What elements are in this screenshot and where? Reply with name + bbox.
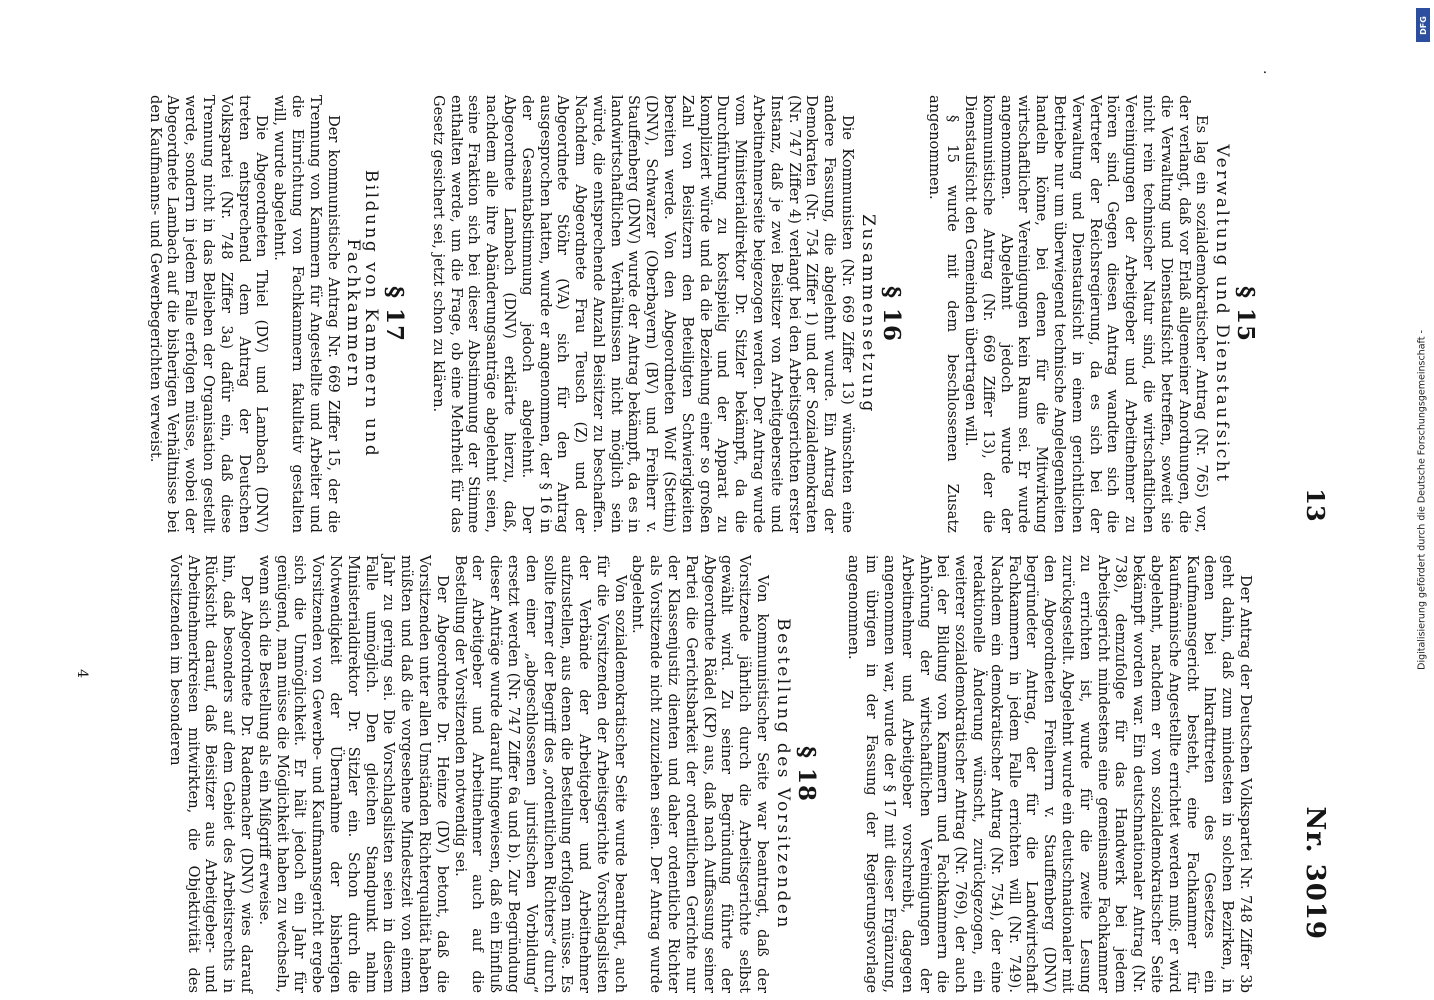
section-17-paragraph: Die Abgeordneten Thiel (DV) und Lambach (DNV) treten entsprechend dem Antrag der Deutschen Volkspartei (Nr. 748 Ziffer 3a) dafür ein, daß diese Trennung nicht in das Belieben der Organisation gestellt werde, sondern in jedem Falle erfolgen müsse, wobei der Abgeordnete Lambach auf die bisherigen Verhältnisse bei den Kaufmanns- und Gewerbegerichten verweist. [146,95,271,533]
document-number: Nr. 3019 [1300,806,1330,940]
dfg-logo: DFG [1416,8,1430,42]
section-16-number: § 16 [877,285,905,343]
section-18-paragraph: Der Abgeordnete Dr. Rademacher (DNV) wies darauf hin, daß besonders auf dem Gebiet des Arbeitsrechts in Rücksicht darauf, daß Beisitzer aus Arbeitgeber- und Arbeitnehmerkreisen mitwirkten, die Objektivität des Vorsitzenden im besonderen [166,555,255,993]
signature-mark: 4 [74,669,90,678]
section-16-title: Zusammensetzung [857,214,878,414]
section-18-paragraph: Der Abgeordnete Dr. Heinze (DV) betont, daß die Vorsitzenden unter allen Umständen Richterqualität haben müßten und daß die vorgesehene Mindestzeit von einem Jahr zu gering sei. Die Vorschlagslisten seien in diesem Falle unmöglich. Den gleichen Standpunkt nahm Ministerialdirektor Dr. Sitzler ein. Schon durch die Notwendigkeit der Übernahme der bisherigen Vorsitzenden von Gewerbe- und Kaufmannsgericht ergebe sich die Unmöglichkeit. Er hält jedoch ein Jahr für genügend, man müsse die Möglichkeit haben zu wechseln, wenn sich die Bestellung als ein Mißgriff erweise. [255,555,451,993]
section-15-title: Verwaltung und Dienstaufsicht [1212,144,1233,484]
right-column [166,555,1288,993]
page-number: 13 [1301,488,1330,522]
left-column [146,95,1288,533]
section-15-paragraph: § 15 wurde mit dem beschlossenen Zusatz angenommen. [926,95,962,533]
digitization-credit-text: Digitalisierung gefördert durch die Deutsche Forschungsgemeinschaft - [1416,330,1428,670]
section-17-paragraph: Der kommunistische Antrag Nr. 669 Ziffer 15, der die Trennung von Kammern für Angestellte und Arbeiter und die Einrichtung von Fachkammern fakultativ gestalten will, wurde abgelehnt. [271,95,342,533]
section-18-paragraph: Von kommunistischer Seite war beantragt, daß der Vorsitzende jährlich durch die Arbeitsgerichte selbst gewählt wird. Zu seiner Begründung führte der Abgeordnete Rädel (KP) aus, daß nach Auffassung seiner Partei die Gerichtsbarkeit der ordentlichen Gerichte nur der Klassenjustiz dienten und daher ordentliche Richter als Vorsitzende nicht zuzuziehen seien. Der Antrag wurde abgelehnt. [629,555,772,993]
section-17-title: Bildung von Kammern und Fachkammern [343,169,382,459]
scan-speck: · [1256,70,1272,75]
section-16-paragraph: Die Kommunisten (Nr. 669 Ziffer 13) wünschten eine andere Fassung, die abgelehnt wurde. Ein Antrag der Demokraten (Nr. 754 Ziffer 1) und der Sozialdemokraten (Nr. 747 Ziffer 4) verlangt bei den Arbeitsgerichten erster Instanz, daß je zwei Beisitzer von Arbeitgeberseite und Arbeitnehmerseite beigezogen werden. Der Antrag wurde vom Ministerialdirektor Dr. Sitzler bekämpft, da die Durchführung zu kostspielig und der Apparat zu kompliziert würde und da die Beziehung einer so großen Zahl von Beisitzern den Beteiligten Schwierigkeiten bereiten werde. Von den Abgeordneten Wolf (Stettin) (DNV), Schwarzer (Oberbayern) (BV) und Freiherr v. Stauffenberg (DNV) wurde der Antrag bekämpft, da es in landwirtschaftlichen Verhältnissen nicht möglich sein würde, die entsprechende Anzahl Beisitzer zu beschaffen. Nachdem Abgeordnete Frau Teusch (Z) und der Abgeordnete Stöhr (VA) sich für den Antrag ausgesprochen hatten, wurde er angenommen, der § 16 in der Gesamtabstimmung jedoch abgelehnt. Der Abgeordnete Lambach (DNV) erklärte hierzu, daß, nachdem alle ihre Abänderungsanträge abgelehnt seien, seine Fraktion sich bei dieser Abstimmung der Stimme enthalten werde, um die Frage, ob eine Mehrheit für das Gesetz gesichert sei, jetzt schon zu klären. [429,95,857,533]
section-18-number: § 18 [792,745,820,803]
section-17-number: § 17 [380,285,408,343]
section-17-continuation-paragraph: Der Antrag der Deutschen Volkspartei Nr. 748 Ziffer 3b geht dahin, daß zum mindesten in solchen Bezirken, in denen bei Inkrafttreten des Gesetzes ein Kaufmannsgericht besteht, eine Fachkammer für kaufmännische Angestellte errichtet werden muß; er wird abgelehnt, nachdem er von sozialdemokratischer Seite bekämpft worden war. Ein deutschnationaler Antrag (Nr. 738), demzufolge für das Handwerk bei jedem Arbeitsgericht mindestens eine gemeinsame Fachkammer zu errichten ist, wurde für die zweite Lesung zurückgestellt. Abgelehnt wurde ein deutschnationaler mit den Abgeordneten Freiherrn v. Stauffenberg (DNV) begründeter Antrag, der für die Landwirtschaft Fachkammern in jedem Falle errichten will (Nr. 749). Nachdem ein demokratischer Antrag (Nr. 754), der eine redaktionelle Änderung wünscht, zurückgezogen, ein weiterer sozialdemokratischer Antrag (Nr. 769), der auch bei der Bildung von Kammern und Fachkammern die Anhörung der wirtschaftlichen Vereinigungen der Arbeitnehmer und Arbeitgeber vorschreibt, dagegen angenommen war, wurde der § 17 mit dieser Ergänzung, im übrigen in der Fassung der Regierungsvorlage angenommen. [845,555,1254,993]
digitization-credit [1415,10,1429,990]
section-18-paragraph: Von sozialdemokratischer Seite wurde beantragt, auch für die Vorsitzenden der Arbeitsgerichte Vorschlagslisten der Verbände der Arbeitgeber und Arbeitnehmer aufzustellen, aus denen die Bestellung erfolgen müsse. Es sollte ferner der Begriff des „ordentlichen Richters“ durch den einer „abgeschlossenen juristischen Vorbildung“ ersetzt werden (Nr. 747 Ziffer 6a und b). Zur Begründung dieser Anträge wurde darauf hingewiesen, daß ein Einfluß der Arbeitgeber und Arbeitnehmer auch auf die Bestellung der Vorsitzenden notwendig sei. [451,555,629,993]
section-15-paragraph: Es lag ein sozialdemokratischer Antrag (Nr. 765) vor, der verlangt, daß vor Erlaß allgemeiner Anordnungen, die die Verwaltung und Dienstaufsicht betreffen, soweit sie nicht rein technischer Natur sind, die wirtschaftlichen Vereinigungen der Arbeitgeber und Arbeitnehmer zu hören sind. Gegen diesen Antrag wandten sich die Vertreter der Reichsregierung, da es sich bei der Verwaltung und Dienstaufsicht in einem gerichtlichen Betriebe nur um überwiegend technische Angelegenheiten handeln könne, bei denen für die Mitwirkung wirtschaftlicher Vereinigungen kein Raum sei. Er wurde angenommen. Abgelehnt jedoch wurde der kommunistische Antrag (Nr. 669 Ziffer 13), der die Dienstaufsicht den Gemeinden übertragen will. [962,95,1211,533]
section-15-number: § 15 [1232,285,1259,343]
section-18-title: Bestellung des Vorsitzenden [772,618,793,930]
